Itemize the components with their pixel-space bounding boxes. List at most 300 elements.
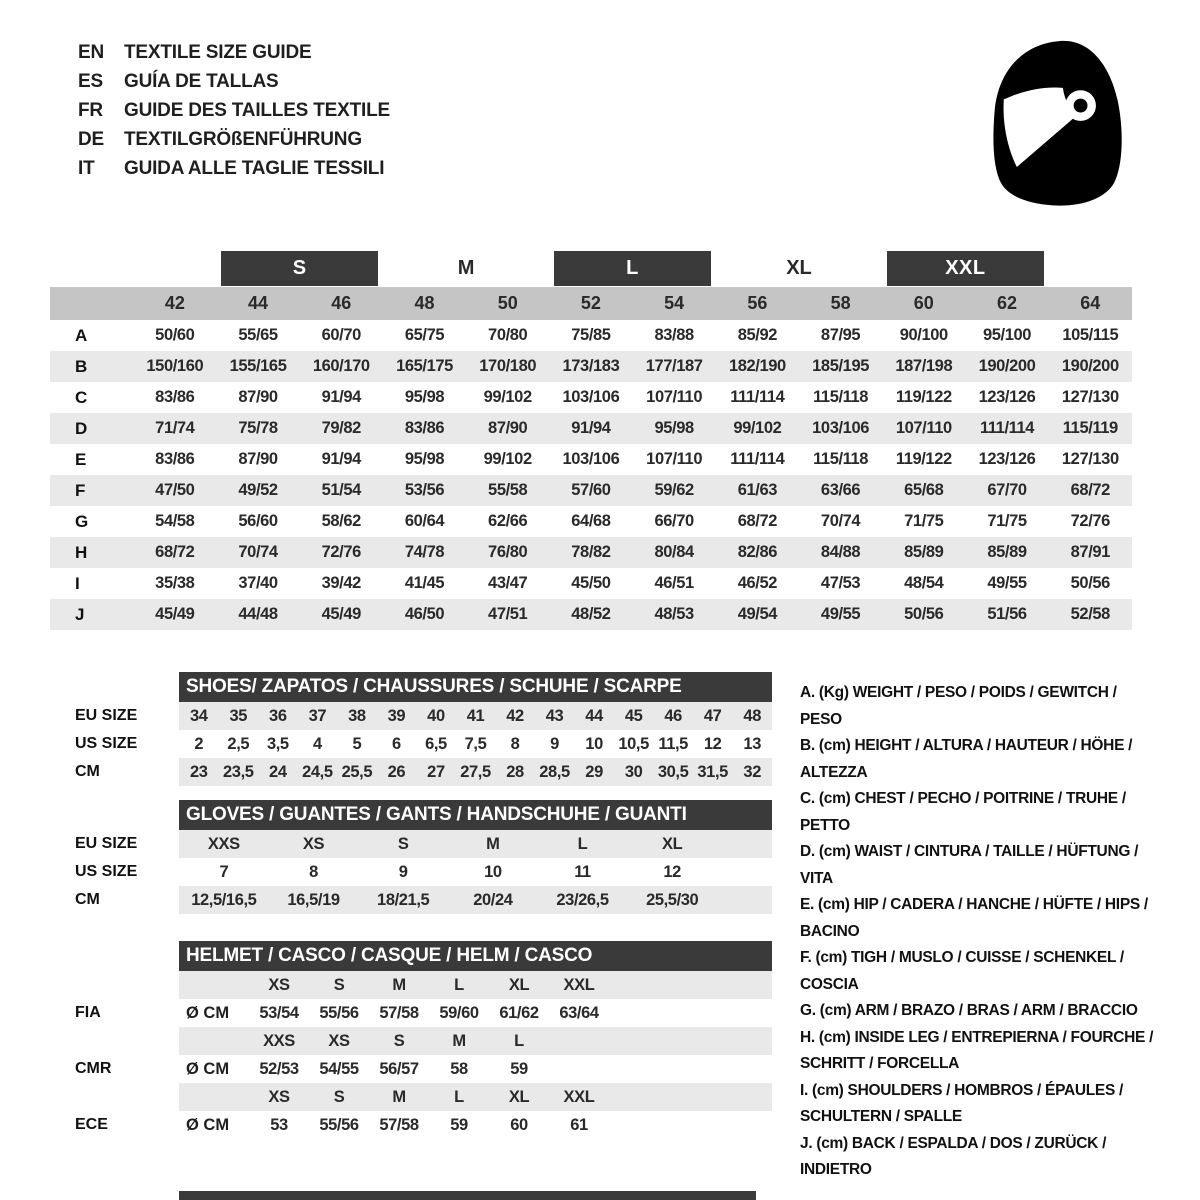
- measure-value: 56/60: [238, 512, 278, 530]
- measure-value: 51/56: [965, 599, 1048, 630]
- measure-row: [50, 413, 1132, 444]
- measure-value: 47/53: [820, 574, 861, 592]
- size-value: 12,5/16,5: [191, 891, 257, 909]
- measure-value: 63/66: [799, 475, 882, 506]
- helmet-size-label: S: [333, 1088, 345, 1106]
- legend-line: C. (cm) CHEST / PECHO / POITRINE / TRUHE / PETTO: [800, 790, 1126, 834]
- helmet-size-label: S: [333, 976, 345, 994]
- measure-value: 50/56: [882, 599, 965, 630]
- size-value: 8: [309, 863, 318, 881]
- helmet-size-header-row: [64, 971, 772, 999]
- measure-row: [50, 475, 1132, 506]
- helmet-rows: [64, 971, 772, 1139]
- size-value: 28,5: [539, 763, 570, 781]
- numeric-size-cell: 42: [133, 287, 216, 320]
- size-value: 9: [398, 863, 408, 881]
- size-value: 30: [624, 763, 643, 781]
- measure-value: 91/94: [549, 413, 632, 444]
- helmet-size-value: 55/56: [319, 1004, 359, 1022]
- measure-value: 70/74: [820, 512, 861, 530]
- measure-value: 83/86: [155, 450, 195, 468]
- row-values: [179, 1111, 772, 1139]
- measure-value: 70/74: [216, 537, 299, 568]
- measure-key: E: [75, 449, 86, 469]
- measure-value: 49/52: [216, 475, 299, 506]
- measure-value: 53/56: [383, 475, 466, 506]
- numeric-size-cell: 60: [882, 287, 965, 320]
- filler: [609, 1027, 772, 1055]
- legend-item: [800, 892, 1162, 945]
- measure-value: 105/115: [1062, 326, 1119, 344]
- helmet-size-label: XXS: [263, 1032, 295, 1050]
- numeric-size-cell: 44: [216, 287, 299, 320]
- measure-value: 107/110: [646, 450, 703, 468]
- measure-value: 75/85: [571, 326, 611, 344]
- measure-value: 87/90: [238, 388, 278, 406]
- measure-value: 99/102: [716, 413, 799, 444]
- measure-value: 187/198: [882, 351, 965, 382]
- filler: [609, 971, 772, 999]
- measure-value: 49/55: [799, 599, 882, 630]
- measure-value: 45/49: [300, 599, 383, 630]
- size-value: 4: [312, 735, 322, 753]
- measure-value: 50/60: [155, 326, 195, 344]
- measure-value: 64/68: [571, 512, 611, 530]
- filler: [609, 1083, 772, 1111]
- measure-row: [50, 537, 1132, 568]
- measure-value: 115/118: [813, 388, 869, 406]
- size-value: 45: [624, 707, 643, 725]
- measure-value: 95/98: [404, 388, 445, 406]
- size-value: 6: [392, 735, 401, 753]
- legend-item: [800, 786, 1162, 839]
- measure-value: 99/102: [483, 388, 532, 406]
- row-values: [179, 730, 772, 758]
- size-value: 32: [743, 763, 761, 781]
- legend-item: [800, 733, 1162, 786]
- diameter-label: Ø CM: [186, 1116, 230, 1134]
- helmet-value-row: [64, 1055, 772, 1083]
- measure-value: 49/54: [716, 599, 799, 630]
- shoes-title: SHOES/ ZAPATOS / CHAUSSURES / SCHUHE / SCARPE: [186, 676, 682, 697]
- legend-line: E. (cm) HIP / CADERA / HANCHE / HÜFTE / HIPS / BACINO: [800, 896, 1148, 940]
- measure-value: 103/106: [562, 388, 620, 406]
- row-label: [64, 971, 179, 999]
- language-code: FR: [78, 100, 103, 121]
- size-value: 16,5/19: [287, 891, 340, 909]
- measure-value: 165/175: [383, 351, 466, 382]
- measure-value: 111/114: [730, 388, 785, 406]
- size-value: 25,5: [341, 763, 373, 781]
- size-value: 30,5: [657, 763, 689, 781]
- measure-value: 82/86: [716, 537, 799, 568]
- corner-cell: [50, 250, 133, 287]
- row-label: CM: [75, 763, 100, 780]
- size-value: 43: [545, 707, 564, 725]
- helmet-size-label: XL: [508, 976, 530, 994]
- row-values: [179, 971, 772, 999]
- helmet-size-value: 53: [270, 1116, 288, 1134]
- row-values: [179, 1083, 772, 1111]
- helmet-size-label: XS: [268, 976, 290, 994]
- numeric-size-cell: 56: [716, 287, 799, 320]
- size-value: 10: [484, 863, 502, 881]
- measure-value: 68/72: [737, 512, 777, 530]
- size-value: XS: [302, 835, 325, 853]
- size-row: [64, 730, 772, 758]
- measure-value: 91/94: [321, 450, 361, 468]
- size-value: 11,5: [658, 735, 688, 753]
- measure-value: 41/45: [404, 574, 445, 592]
- size-value: S: [397, 835, 409, 853]
- size-value: 10: [585, 735, 603, 753]
- legend-line: SCHULTERN / SPALLE: [800, 1108, 962, 1125]
- measure-value: 87/91: [1049, 537, 1132, 568]
- measure-row: [50, 444, 1132, 475]
- measure-value: 59/62: [633, 475, 716, 506]
- measure-value: 150/160: [133, 351, 216, 382]
- measure-value: 155/165: [216, 351, 299, 382]
- measure-value: 55/58: [466, 475, 549, 506]
- measure-key: I: [75, 573, 80, 593]
- helmet-title-bar: [179, 941, 772, 971]
- measure-value: 71/74: [133, 413, 216, 444]
- measure-value: 72/76: [1070, 512, 1110, 530]
- numeric-size-row: [50, 287, 1132, 320]
- legend-line: H. (cm) INSIDE LEG / ENTREPIERNA / FOURCHE /: [800, 1028, 1154, 1046]
- size-group-label: L: [554, 251, 710, 286]
- size-value: 23,5: [223, 763, 254, 781]
- measure-key: A: [75, 325, 87, 345]
- language-code: IT: [78, 158, 95, 179]
- helmet-size-value: 52/53: [259, 1060, 299, 1078]
- size-group-label: M: [457, 257, 475, 279]
- measure-value: 46/50: [383, 599, 466, 630]
- measure-key: J: [50, 599, 133, 630]
- helmet-size-value: 56/57: [379, 1060, 419, 1078]
- measure-value: 85/89: [882, 537, 965, 568]
- size-value: 41: [466, 707, 485, 725]
- measure-value: 84/88: [799, 537, 882, 568]
- measure-value: 115/119: [1049, 413, 1132, 444]
- size-value: 24: [269, 763, 287, 781]
- measure-value: 177/187: [633, 351, 716, 382]
- row-values: [179, 886, 772, 914]
- measure-value: 60/64: [404, 512, 445, 530]
- measure-value: 83/88: [654, 326, 694, 344]
- size-value: 18/21,5: [377, 891, 430, 909]
- measure-value: 46/51: [654, 574, 694, 592]
- size-value: 7: [219, 863, 229, 881]
- size-row: [64, 702, 772, 730]
- size-value: 10,5: [618, 735, 649, 753]
- standard-label: ECE: [75, 1116, 108, 1133]
- row-label: [64, 1027, 179, 1055]
- measure-value: 182/190: [716, 351, 799, 382]
- helmet-size-value: 55/56: [319, 1116, 359, 1134]
- measure-value: 48/54: [904, 574, 944, 592]
- measure-row: [50, 351, 1132, 382]
- helmet-size-label: M: [452, 1032, 466, 1050]
- row-values: [179, 999, 772, 1027]
- measure-value: 90/100: [899, 326, 948, 344]
- size-value: 40: [427, 707, 445, 725]
- size-value: 39: [387, 707, 406, 725]
- row-label: US SIZE: [75, 863, 138, 880]
- filler: [609, 999, 772, 1027]
- measure-value: 51/54: [300, 475, 383, 506]
- row-label: EU SIZE: [75, 707, 138, 724]
- measure-value: 47/50: [133, 475, 216, 506]
- measure-key: D: [50, 413, 133, 444]
- measure-value: 47/51: [466, 599, 549, 630]
- measure-row: [50, 382, 1132, 413]
- measure-value: 160/170: [300, 351, 383, 382]
- numeric-size-cell: 48: [383, 287, 466, 320]
- size-row: [64, 886, 772, 914]
- size-value: 38: [348, 707, 366, 725]
- measure-value: 48/53: [633, 599, 716, 630]
- row-label: CM: [75, 891, 100, 908]
- size-group-label: S: [221, 251, 377, 286]
- size-value: 2: [194, 735, 204, 753]
- measure-value: 70/80: [488, 326, 528, 344]
- size-group-cell: [716, 250, 882, 287]
- measure-value: 95/98: [404, 450, 445, 468]
- numeric-size-cell: 46: [300, 287, 383, 320]
- row-values: [179, 1055, 772, 1083]
- legend-line: G. (cm) ARM / BRAZO / BRAS / ARM / BRACCIO: [800, 1002, 1138, 1019]
- diameter-label: Ø CM: [186, 1060, 230, 1078]
- measure-value: 85/92: [737, 326, 777, 344]
- empty-cell: [1049, 250, 1132, 287]
- measurement-legend: [800, 672, 1162, 1184]
- size-group-cell: [882, 250, 1048, 287]
- helmet-size-value: 59: [450, 1116, 468, 1134]
- measure-value: 127/130: [1061, 388, 1119, 406]
- size-value: 23/26,5: [556, 891, 609, 909]
- size-value: 11: [574, 863, 591, 881]
- size-value: 35: [229, 707, 248, 725]
- measure-row: [50, 599, 1132, 630]
- guide-title: GUIDE DES TAILLES TEXTILE: [124, 100, 390, 121]
- helmet-size-value: 54/55: [319, 1060, 359, 1078]
- language-code: DE: [78, 129, 104, 150]
- measure-value: 58/62: [321, 512, 361, 530]
- language-title-list: [78, 42, 390, 180]
- measure-value: 107/110: [882, 413, 965, 444]
- numeric-size-cell: 64: [1049, 287, 1132, 320]
- language-code: ES: [78, 71, 103, 92]
- numeric-size-cell: 62: [965, 287, 1048, 320]
- row-values: [179, 758, 772, 786]
- size-group-row: [50, 250, 1132, 287]
- legend-line: F. (cm) TIGH / MUSLO / CUISSE / SCHENKEL / COSCIA: [800, 949, 1124, 993]
- size-value: 27,5: [460, 763, 491, 781]
- size-value: 7,5: [464, 735, 487, 753]
- size-row: [64, 858, 772, 886]
- size-value: 24,5: [302, 763, 333, 781]
- helmet-size-label: L: [514, 1032, 524, 1050]
- measure-value: 95/98: [633, 413, 716, 444]
- row-values: [179, 830, 772, 858]
- diameter-spacer: [179, 971, 249, 999]
- lower-area: [64, 672, 1164, 1184]
- helmet-size-label: XXL: [563, 1088, 595, 1106]
- filler: [609, 1055, 772, 1083]
- measure-value: 49/55: [987, 574, 1027, 592]
- size-value: M: [486, 835, 500, 853]
- measure-value: 57/60: [549, 475, 632, 506]
- helmet-value-row: [64, 1111, 772, 1139]
- measure-value: 37/40: [238, 574, 278, 592]
- size-value: 27: [427, 763, 445, 781]
- size-value: 46: [664, 707, 682, 725]
- row-values: [179, 858, 772, 886]
- diameter-spacer: [179, 1027, 249, 1055]
- guide-title: GUIDA ALLE TAGLIE TESSILI: [124, 158, 385, 179]
- legend-item: [800, 945, 1162, 998]
- row-label: [64, 1083, 179, 1111]
- guide-title: TEXTILGRÖßENFÜHRUNG: [124, 129, 362, 150]
- measure-value: 119/122: [895, 450, 952, 468]
- gloves-table: [64, 800, 772, 914]
- measure-value: 66/70: [654, 512, 694, 530]
- size-value: 23: [189, 763, 208, 781]
- helmet-size-value: 58: [450, 1060, 468, 1078]
- measure-value: 61/63: [716, 475, 799, 506]
- measure-value: 54/58: [155, 512, 195, 530]
- measure-value: 87/90: [238, 450, 278, 468]
- size-value: 9: [550, 735, 559, 753]
- measure-value: 65/68: [882, 475, 965, 506]
- size-value: 20/24: [473, 891, 513, 909]
- size-value: 25,5/30: [646, 891, 699, 909]
- guide-title: TEXTILE SIZE GUIDE: [124, 42, 312, 63]
- helmet-size-value: [549, 1055, 609, 1083]
- helmet-size-label: XS: [268, 1088, 290, 1106]
- measure-value: 107/110: [646, 388, 703, 406]
- helmet-size-header-row: [64, 1083, 772, 1111]
- small-tables-column: [64, 672, 772, 1184]
- size-value: 47: [703, 707, 722, 725]
- measure-value: 50/56: [1070, 574, 1110, 592]
- size-value: 3,5: [266, 735, 289, 753]
- row-label: US SIZE: [75, 735, 138, 752]
- measure-value: 74/78: [383, 537, 466, 568]
- size-value: 48: [743, 707, 761, 725]
- gloves-rows: [64, 830, 772, 914]
- measure-value: 123/126: [978, 450, 1036, 468]
- row-values: [179, 1027, 772, 1055]
- measure-value: 83/86: [383, 413, 466, 444]
- helmet-size-value: 59/60: [439, 1004, 479, 1022]
- measure-value: 127/130: [1061, 450, 1119, 468]
- legend-item: [800, 998, 1162, 1025]
- corner-cell: [50, 287, 133, 320]
- measure-value: 39/42: [321, 574, 361, 592]
- size-row: [64, 830, 772, 858]
- measure-value: 87/90: [466, 413, 549, 444]
- measure-key: C: [75, 387, 87, 407]
- size-value: 2,5: [227, 735, 250, 753]
- size-value: XL: [662, 835, 683, 853]
- size-value: 42: [506, 707, 524, 725]
- measure-key: G: [75, 511, 88, 531]
- helmet-size-value: 57/58: [379, 1004, 419, 1022]
- measure-value: 62/66: [488, 512, 528, 530]
- size-value: 29: [585, 763, 603, 781]
- numeric-size-cell: 50: [466, 287, 549, 320]
- numeric-size-cell: 58: [799, 287, 882, 320]
- measure-value: 68/72: [1049, 475, 1132, 506]
- measure-value: 190/200: [965, 351, 1048, 382]
- helmet-size-value: 61: [570, 1116, 588, 1134]
- helmet-size-label: M: [392, 976, 406, 994]
- measure-value: 52/58: [1049, 599, 1132, 630]
- measure-value: 71/75: [904, 512, 944, 530]
- measure-value: 35/38: [155, 574, 195, 592]
- guide-title: GUÍA DE TALLAS: [124, 71, 279, 92]
- language-code: EN: [78, 42, 104, 63]
- standard-label: FIA: [75, 1004, 101, 1021]
- legend-item: [800, 1131, 1162, 1184]
- measure-row: [50, 506, 1132, 537]
- measure-value: 85/89: [965, 537, 1048, 568]
- size-value: 34: [189, 707, 208, 725]
- legend-line: A. (Kg) WEIGHT / PESO / POIDS / GEWITCH / PESO: [800, 684, 1117, 728]
- size-group-cell: [549, 250, 715, 287]
- helmet-size-label: L: [454, 1088, 464, 1106]
- measure-value: 79/82: [300, 413, 383, 444]
- measure-value: 190/200: [1049, 351, 1132, 382]
- helmet-size-label: XL: [508, 1088, 530, 1106]
- row-values: [179, 702, 772, 730]
- size-value: L: [577, 835, 588, 853]
- size-group-cell: [216, 250, 382, 287]
- measure-value: 67/70: [965, 475, 1048, 506]
- measure-value: 68/72: [133, 537, 216, 568]
- diameter-spacer: [179, 1083, 249, 1111]
- helmet-size-header-row: [64, 1027, 772, 1055]
- racing-helmet-icon: [978, 38, 1134, 210]
- helmet-size-value: 59: [510, 1060, 528, 1078]
- size-group-label: XXL: [887, 251, 1043, 286]
- measure-value: 119/122: [895, 388, 952, 406]
- size-value: 31,5: [697, 763, 728, 781]
- size-value: 12: [663, 863, 681, 881]
- measure-value: 170/180: [466, 351, 549, 382]
- measure-value: 99/102: [483, 450, 532, 468]
- measure-value: 43/47: [488, 574, 528, 592]
- size-value: 36: [269, 707, 287, 725]
- size-value: 37: [308, 707, 327, 725]
- measure-value: 65/75: [404, 326, 445, 344]
- legend-line: I. (cm) SHOULDERS / HOMBROS / ÉPAULES /: [800, 1081, 1124, 1099]
- cutoff-next-section-bar: [179, 1191, 756, 1200]
- measure-value: 83/86: [155, 388, 195, 406]
- measure-value: 95/100: [982, 326, 1032, 344]
- measure-value: 115/118: [813, 450, 869, 468]
- size-value: 12: [703, 735, 722, 753]
- measure-value: 48/52: [549, 599, 632, 630]
- measure-key: H: [50, 537, 133, 568]
- size-value: 6,5: [425, 735, 447, 753]
- measure-value: 103/106: [562, 450, 620, 468]
- measure-value: 185/195: [799, 351, 882, 382]
- measure-value: 78/82: [549, 537, 632, 568]
- measure-key: B: [50, 351, 133, 382]
